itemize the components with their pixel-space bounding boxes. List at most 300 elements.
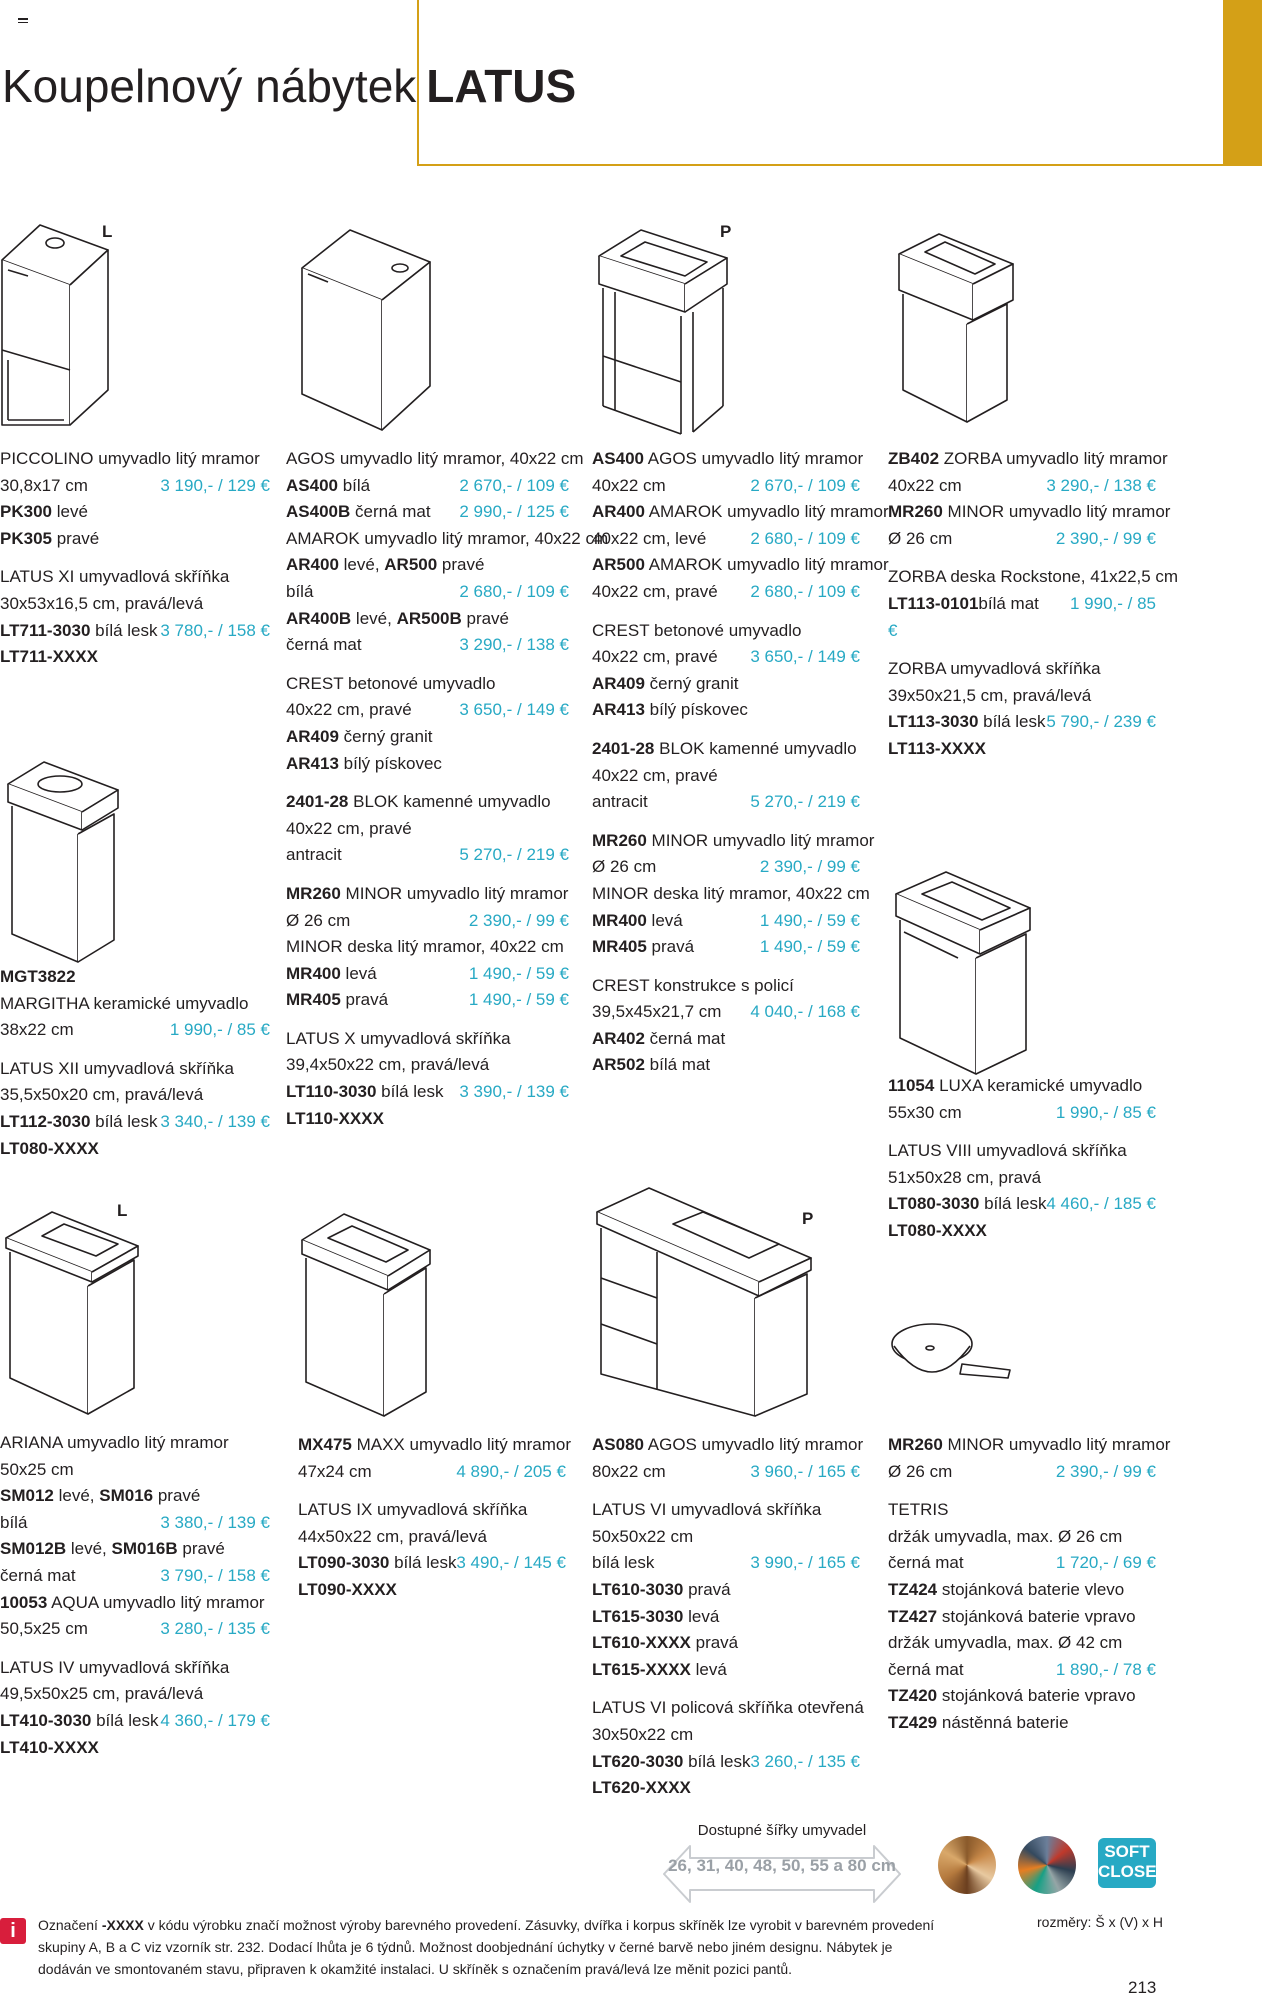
product-line <box>0 499 270 526</box>
product-text: bílá mat <box>644 1055 711 1075</box>
soft-close-badge <box>1098 1838 1156 1888</box>
product-text: 30x53x16,5 cm, pravá/levá <box>0 593 204 613</box>
product-code: LT110-3030 <box>286 1082 377 1102</box>
product-line <box>286 961 569 988</box>
product-text: MINOR deska litý mramor, 40x22 cm <box>286 937 564 957</box>
product-line <box>592 1695 864 1722</box>
price: 1 990,- / 85 € <box>169 1020 270 1040</box>
product-text: bílý pískovec <box>644 700 748 720</box>
product-text: 40x22 cm, pravé <box>592 647 718 667</box>
product-line <box>592 1577 860 1604</box>
product-line <box>888 564 1179 591</box>
product-text: černá mat <box>0 1565 76 1585</box>
product-text: 40x22 cm <box>888 475 962 495</box>
product-line <box>592 526 860 553</box>
product-text: 35,5x50x20 cm, pravá/levá <box>0 1085 204 1105</box>
product-line <box>592 1497 860 1524</box>
product-line <box>888 1524 1156 1551</box>
price: 1 490,- / 59 € <box>759 937 860 957</box>
product-text: černá mat <box>350 502 431 522</box>
product-text: 49,5x50x25 cm, pravá/levá <box>0 1684 204 1704</box>
product-line <box>888 736 1156 763</box>
product-line <box>0 1136 270 1163</box>
product-line <box>592 1550 860 1577</box>
product-code: AR500B <box>396 608 462 628</box>
product-code: AR502 <box>592 1055 645 1075</box>
product-line <box>0 644 270 671</box>
product-text: antracit <box>286 845 342 865</box>
product-text: levé, <box>338 555 385 575</box>
product-code: SM012 <box>0 1486 54 1506</box>
product-line <box>888 1073 1156 1100</box>
product-code: AR402 <box>592 1028 645 1048</box>
menu-icon[interactable] <box>18 18 28 25</box>
spacer <box>286 659 569 671</box>
product-line <box>888 1550 1156 1577</box>
product-text: 40x22 cm <box>592 475 666 495</box>
product-code: AS080 <box>592 1435 644 1454</box>
product-line <box>592 1630 860 1657</box>
product-code: MR405 <box>286 990 341 1010</box>
product-code: LT620-XXXX <box>592 1778 691 1798</box>
product-line <box>286 816 569 843</box>
product-line <box>0 1483 270 1510</box>
info-icon: i <box>0 1918 26 1944</box>
ariana-cabinet-image <box>2 1208 142 1418</box>
agos-cabinet-image <box>298 226 434 432</box>
product-text: AGOS umyvadlo litý mramor <box>643 449 864 468</box>
product-code: LT090-3030 <box>298 1553 390 1573</box>
product-code: AR500 <box>592 555 645 575</box>
product-line <box>0 1082 270 1109</box>
price: 2 670,- / 109 € <box>750 475 860 495</box>
product-text: levé, <box>53 1486 100 1506</box>
product-line <box>592 1052 860 1079</box>
spacer <box>888 644 1156 656</box>
product-text: ARIANA umyvadlo litý mramor <box>0 1433 229 1452</box>
price: 4 360,- / 179 € <box>160 1710 270 1730</box>
product-code: LT615-XXXX <box>592 1659 691 1679</box>
spacer <box>592 1485 860 1497</box>
product-code: AR409 <box>286 726 339 746</box>
product-text: bílá lesk <box>592 1553 655 1573</box>
product-line <box>592 552 889 579</box>
product-code: TZ424 <box>888 1579 938 1599</box>
product-code: LT080-XXXX <box>888 1220 987 1240</box>
price: 3 990,- / 165 € <box>750 1553 860 1573</box>
product-column <box>286 446 609 1132</box>
product-line <box>0 1510 270 1537</box>
product-text: 40x22 cm, pravé <box>286 818 412 838</box>
product-text: nástěnná baterie <box>937 1712 1069 1732</box>
product-line <box>888 1683 1156 1710</box>
product-line <box>888 1138 1156 1165</box>
price: 3 650,- / 149 € <box>750 647 860 667</box>
product-text: MINOR umyvadlo litý mramor <box>646 830 875 850</box>
header-frame <box>417 0 1225 166</box>
product-text: černá mat <box>644 1028 726 1048</box>
product-text: TETRIS <box>888 1500 949 1520</box>
product-text: LATUS IV umyvadlová skříňka <box>0 1657 230 1677</box>
product-text: bílá lesk <box>90 620 158 640</box>
price: 1 990,- / 85 € <box>1055 1102 1156 1122</box>
price: 5 270,- / 219 € <box>459 845 569 865</box>
product-column <box>0 1430 270 1761</box>
product-text: BLOK kamenné umyvadlo <box>654 738 857 758</box>
product-line <box>888 709 1156 736</box>
product-text: bílá <box>0 1512 28 1532</box>
spacer <box>298 1485 566 1497</box>
product-line <box>286 1052 569 1079</box>
product-code: AR400B <box>286 608 352 628</box>
available-widths <box>662 1818 902 1908</box>
product-line <box>888 1577 1156 1604</box>
product-line <box>286 1079 569 1106</box>
product-text: stojánková baterie vlevo <box>937 1579 1125 1599</box>
product-code: LT112-3030 <box>0 1111 91 1131</box>
product-line <box>592 697 860 724</box>
product-code: AR413 <box>286 753 339 773</box>
product-column <box>298 1432 572 1604</box>
product-text: levá <box>340 963 377 983</box>
product-text: bílá lesk <box>91 1710 159 1730</box>
product-line <box>298 1577 566 1604</box>
product-text: 44x50x22 cm, pravá/levá <box>298 1526 487 1546</box>
product-line <box>286 671 569 698</box>
product-code: MR260 <box>888 502 943 522</box>
product-code: AS400 <box>286 475 338 495</box>
footnote-code: -XXXX <box>101 1917 144 1933</box>
product-line <box>888 1604 1156 1631</box>
product-line <box>286 446 584 473</box>
product-line <box>888 591 1156 618</box>
product-line <box>592 999 860 1026</box>
product-text: černý granit <box>644 673 739 693</box>
product-line <box>888 499 1171 526</box>
product-text: AMAROK umyvadlo litý mramor, 40x22 cm <box>286 528 609 548</box>
product-text: 30x50x22 cm <box>592 1724 694 1744</box>
widths-label: Dostupné šířky umyvadel <box>697 1822 867 1839</box>
product-line <box>888 1432 1171 1459</box>
price: 3 280,- / 135 € <box>160 1619 270 1639</box>
product-text: MAXX umyvadlo litý mramor <box>351 1435 572 1454</box>
product-line <box>592 1604 860 1631</box>
product-text: stojánková baterie vpravo <box>937 1606 1136 1626</box>
product-code: 11054 <box>888 1076 935 1095</box>
product-line <box>0 1616 270 1643</box>
product-line <box>592 473 860 500</box>
product-line <box>592 1775 860 1802</box>
product-line <box>0 526 270 553</box>
price: 4 890,- / 205 € <box>456 1461 566 1481</box>
product-text: LUXA keramické umyvadlo <box>934 1076 1143 1095</box>
product-text: LATUS VI umyvadlová skříňka <box>592 1500 822 1520</box>
product-line <box>888 1630 1156 1657</box>
product-line <box>888 683 1156 710</box>
product-line <box>286 908 569 935</box>
margitha-cabinet-image <box>4 758 122 964</box>
product-line <box>298 1459 566 1486</box>
orientation-letter: P <box>802 1209 814 1228</box>
product-column <box>888 446 1179 763</box>
product-column <box>0 964 270 1162</box>
price: 3 260,- / 135 € <box>750 1751 860 1771</box>
spacer <box>0 1044 270 1056</box>
price: 2 390,- / 99 € <box>1055 1461 1156 1481</box>
product-line <box>286 934 569 961</box>
zorba-cabinet-image <box>895 230 1017 426</box>
product-text: bílá <box>337 475 371 495</box>
product-code: SM016 <box>99 1486 154 1506</box>
product-line <box>0 1536 270 1563</box>
product-line <box>298 1524 566 1551</box>
product-text: CREST konstrukce s policí <box>592 975 794 995</box>
price: 3 650,- / 149 € <box>459 700 569 720</box>
product-line <box>592 763 860 790</box>
product-line <box>592 446 864 473</box>
product-text: MARGITHA keramické umyvadlo <box>0 993 249 1013</box>
product-column <box>592 1432 864 1802</box>
product-line <box>888 1497 1156 1524</box>
price: 1 490,- / 59 € <box>468 990 569 1010</box>
product-text: Ø 26 cm <box>888 1461 953 1481</box>
price: 3 290,- / 138 € <box>459 635 569 655</box>
product-text: levá <box>690 1659 727 1679</box>
product-code: LT113-XXXX <box>888 738 986 758</box>
product-code: AR500 <box>384 555 438 575</box>
price: 2 680,- / 109 € <box>750 581 860 601</box>
product-text: levé, <box>351 608 397 628</box>
product-code: MGT3822 <box>0 967 76 986</box>
product-text: bílá lesk <box>979 1194 1047 1214</box>
product-line <box>286 632 569 659</box>
product-text: pravé <box>51 528 100 548</box>
product-text: bílá lesk <box>90 1111 158 1131</box>
product-column <box>0 446 270 671</box>
piccolino-cabinet-image <box>0 220 112 430</box>
dimensions-note: rozměry: Š x (V) x H <box>1037 1914 1164 1930</box>
spacer <box>888 552 1156 564</box>
product-text: 55x30 cm <box>888 1102 962 1122</box>
product-line <box>592 908 860 935</box>
product-code: MR260 <box>286 883 341 903</box>
product-code: TZ420 <box>888 1686 938 1706</box>
spacer <box>592 816 860 828</box>
product-line <box>592 973 860 1000</box>
product-text: MINOR umyvadlo litý mramor <box>942 1435 1171 1454</box>
product-text: AQUA umyvadlo litý mramor <box>47 1592 265 1612</box>
product-text: bílá lesk <box>978 712 1046 732</box>
product-text: AGOS umyvadlo litý mramor, 40x22 cm <box>286 449 584 468</box>
orientation-letter: P <box>720 222 732 241</box>
spacer <box>286 777 569 789</box>
price: 3 340,- / 139 € <box>160 1111 270 1131</box>
product-code: LT113-0101 <box>888 593 979 613</box>
product-code: LT080-XXXX <box>0 1138 99 1158</box>
product-text: černá mat <box>888 1553 964 1573</box>
product-text: pravá <box>646 937 695 957</box>
price: 5 270,- / 219 € <box>750 792 860 812</box>
product-line <box>888 446 1168 473</box>
spacer <box>888 1485 1156 1497</box>
product-code: 2401-28 <box>286 792 349 812</box>
product-line <box>592 934 860 961</box>
product-code: LT090-XXXX <box>298 1579 397 1599</box>
product-code: LT113-3030 <box>888 712 979 732</box>
product-code: LT615-3030 <box>592 1606 684 1626</box>
product-text: černý granit <box>338 726 433 746</box>
product-code: PK305 <box>0 528 52 548</box>
product-line <box>592 1026 860 1053</box>
product-text: BLOK kamenné umyvadlo <box>348 792 551 812</box>
product-text: 39x50x21,5 cm, pravá/levá <box>888 685 1092 705</box>
product-line <box>592 644 860 671</box>
crest-washbasin-image <box>595 226 731 438</box>
product-text: pravé <box>177 1539 225 1559</box>
product-line <box>286 552 569 579</box>
product-line <box>0 618 270 645</box>
product-line <box>592 579 860 606</box>
price: 3 790,- / 158 € <box>160 1565 270 1585</box>
product-text: AGOS umyvadlo litý mramor <box>643 1435 864 1454</box>
product-line <box>888 656 1156 683</box>
product-text: 39,5x45x21,7 cm <box>592 1002 722 1022</box>
luxa-cabinet-image <box>892 868 1034 1078</box>
price: 2 680,- / 109 € <box>750 528 860 548</box>
product-text: MINOR umyvadlo litý mramor <box>340 883 569 903</box>
product-line <box>0 591 270 618</box>
product-text: 40x22 cm, pravé <box>286 700 412 720</box>
price: 2 990,- / 125 € <box>459 502 569 522</box>
product-line <box>888 1218 1156 1245</box>
product-line <box>0 473 270 500</box>
product-line <box>298 1497 566 1524</box>
price: 4 040,- / 168 € <box>750 1002 860 1022</box>
product-text: bílý pískovec <box>338 753 442 773</box>
product-text: CREST betonové umyvadlo <box>592 620 802 640</box>
price: 1 490,- / 59 € <box>759 910 860 930</box>
price: 1 990,- / 85 <box>1069 593 1156 613</box>
product-code: LT610-XXXX <box>592 1633 691 1653</box>
product-code: MX475 <box>298 1435 352 1454</box>
title-light: Koupelnový nábytek <box>2 60 417 112</box>
product-line <box>286 606 569 633</box>
product-code: PK300 <box>0 502 52 522</box>
product-text: 47x24 cm <box>298 1461 372 1481</box>
product-text: ZORBA deska Rockstone, 41x22,5 cm <box>888 567 1179 587</box>
product-code: ZB402 <box>888 449 940 468</box>
product-line <box>0 1735 270 1762</box>
product-text: bílá lesk <box>683 1751 751 1771</box>
product-text: pravá <box>340 990 389 1010</box>
product-line <box>888 1657 1156 1684</box>
color-palette-swatch-icon <box>1018 1836 1076 1894</box>
product-line <box>592 854 860 881</box>
product-text: LATUS X umyvadlová skříňka <box>286 1028 511 1048</box>
product-line <box>592 1524 860 1551</box>
product-text: pravá <box>690 1633 739 1653</box>
maxx-cabinet-image <box>298 1210 434 1420</box>
product-text: pravé <box>437 555 485 575</box>
spacer <box>592 961 860 973</box>
product-code: LT711-XXXX <box>0 647 98 667</box>
product-code: LT080-3030 <box>888 1194 980 1214</box>
price: 2 390,- / 99 € <box>468 910 569 930</box>
product-text: Ø 26 cm <box>888 528 953 548</box>
product-text: levé <box>51 502 88 522</box>
spacer <box>0 1643 270 1655</box>
product-line <box>592 1459 860 1486</box>
product-line <box>286 526 609 553</box>
page-number: 213 <box>1128 1978 1157 1997</box>
product-text: LATUS VIII umyvadlová skříňka <box>888 1141 1127 1161</box>
product-text: 40x22 cm, pravé <box>592 581 718 601</box>
wood-colors-swatch-icon <box>938 1836 996 1894</box>
product-line <box>888 618 1156 645</box>
product-line <box>298 1550 566 1577</box>
product-line <box>888 1191 1156 1218</box>
product-column <box>592 446 889 1079</box>
price: 3 380,- / 139 € <box>160 1512 270 1532</box>
product-code: 2401-28 <box>592 738 655 758</box>
product-code: MR400 <box>592 910 647 930</box>
product-code: AR409 <box>592 673 645 693</box>
product-text: černá mat <box>888 1659 964 1679</box>
product-code: AR400 <box>592 502 645 522</box>
product-line <box>0 964 270 991</box>
product-text: bílá <box>286 581 314 601</box>
product-line <box>888 1100 1156 1127</box>
footnote-text: Označení <box>38 1917 102 1933</box>
price: 3 190,- / 129 € <box>160 475 270 495</box>
product-code: LT110-XXXX <box>286 1108 384 1128</box>
product-line <box>0 1708 270 1735</box>
product-code: MR400 <box>286 963 341 983</box>
latus-vi-cabinet-image <box>593 1184 815 1420</box>
product-text: PICCOLINO umyvadlo litý mramor <box>0 449 260 468</box>
product-text: pravé <box>153 1486 201 1506</box>
product-text: MINOR deska litý mramor, 40x22 cm <box>592 883 870 903</box>
product-code: TZ427 <box>888 1606 938 1626</box>
product-text: pravé <box>461 608 510 628</box>
price: 2 390,- / 99 € <box>759 857 860 877</box>
product-text: 50,5x25 cm <box>0 1619 88 1639</box>
product-line <box>888 473 1156 500</box>
product-text: LATUS XI umyvadlová skříňka <box>0 567 230 587</box>
product-line <box>888 1710 1156 1737</box>
product-line <box>592 1657 860 1684</box>
product-line <box>888 1459 1156 1486</box>
product-text: 80x22 cm <box>592 1461 666 1481</box>
product-code: AS400B <box>286 502 351 522</box>
product-line <box>0 1109 270 1136</box>
product-line <box>592 881 870 908</box>
product-text: bílá lesk <box>389 1553 457 1573</box>
product-text: stojánková baterie vpravo <box>937 1686 1136 1706</box>
product-text: AMAROK umyvadlo litý mramor <box>644 555 889 575</box>
product-line <box>592 736 860 763</box>
product-text: bílá mat <box>978 593 1039 613</box>
spacer <box>286 1014 569 1026</box>
price: 3 290,- / 138 € <box>1046 475 1156 495</box>
orientation-letter: L <box>102 222 113 241</box>
product-text: ZORBA umyvadlo litý mramor <box>939 449 1168 468</box>
product-text: antracit <box>592 792 648 812</box>
accent-bar <box>1225 0 1262 166</box>
soft-close-line1: SOFT <box>1104 1842 1150 1861</box>
product-line <box>286 1106 569 1133</box>
product-line <box>286 789 569 816</box>
